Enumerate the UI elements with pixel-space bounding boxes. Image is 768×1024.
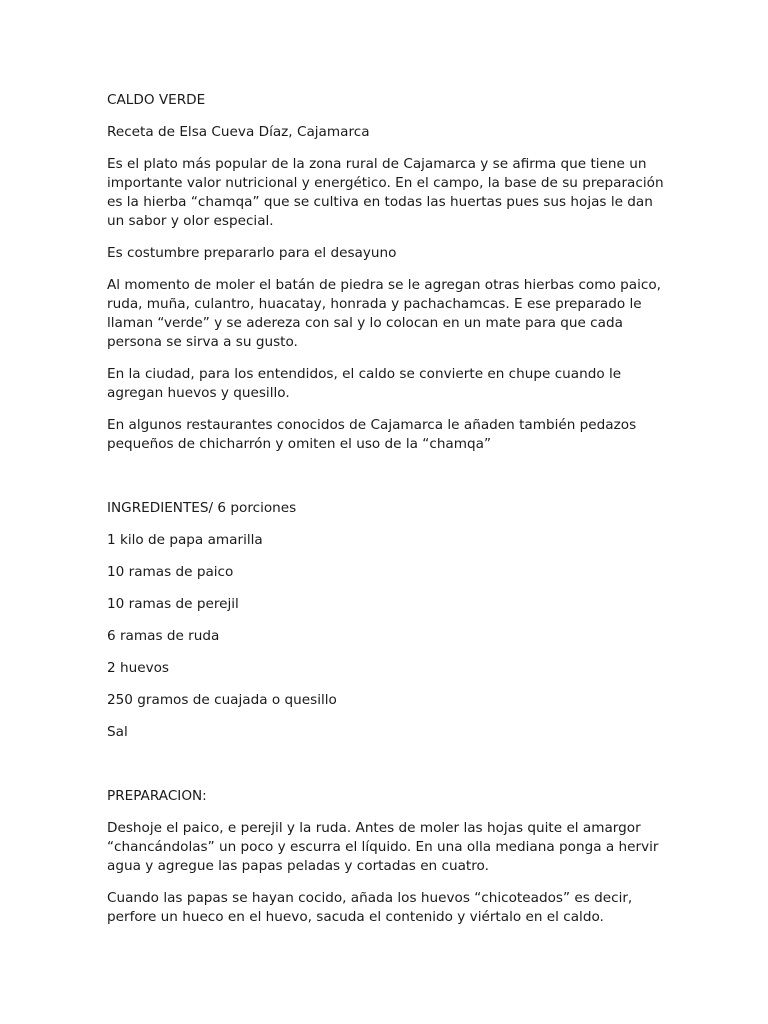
intro-paragraph: En la ciudad, para los entendidos, el caldo se convierte en chupe cuando le agregan huevos y quesillo.	[107, 366, 622, 401]
ingredient-item: 6 ramas de ruda	[107, 628, 220, 644]
recipe-title: CALDO VERDE	[107, 92, 206, 108]
preparation-paragraph: Cuando las papas se hayan cocido, añada los huevos “chicoteados” es decir, perfore un hueco en el huevo, sacuda el contenido y viértalo en el caldo.	[107, 890, 633, 925]
ingredient-item: 2 huevos	[107, 660, 170, 676]
ingredient-item: 10 ramas de paico	[107, 564, 234, 580]
ingredient-item: 10 ramas de perejil	[107, 596, 239, 612]
section-spacer	[107, 467, 667, 499]
document-body	[107, 91, 667, 940]
intro-paragraph: Es costumbre prepararlo para el desayuno	[107, 245, 397, 261]
preparation-heading: PREPARACION:	[107, 788, 207, 804]
intro-paragraph: En algunos restaurantes conocidos de Cajamarca le añaden también pedazos pequeños de chicharrón y omiten el uso de la “chamqa”	[107, 417, 637, 452]
section-spacer	[107, 755, 667, 787]
ingredients-heading: INGREDIENTES/ 6 porciones	[107, 500, 297, 516]
recipe-author: Receta de Elsa Cueva Díaz, Cajamarca	[107, 124, 370, 140]
intro-paragraph: Al momento de moler el batán de piedra se le agregan otras hierbas como paico, ruda, muña, culantro, huacatay, honrada y pachachamcas. E ese preparado le llaman “verde” y se adereza con sal y lo colocan en un mate para que cada persona se sirva a su gusto.	[107, 277, 661, 350]
preparation-paragraph: Deshoje el paico, e perejil y la ruda. Antes de moler las hojas quite el amargor “chancándolas” un poco y escurra el líquido. En una olla mediana ponga a hervir agua y agregue las papas peladas y cortadas en cuatro.	[107, 820, 659, 874]
ingredient-item: Sal	[107, 724, 128, 740]
intro-paragraph: Es el plato más popular de la zona rural de Cajamarca y se afirma que tiene un importante valor nutricional y energético. En el campo, la base de su preparación es la hierba “chamqa” que se cultiva en todas las huertas pues sus hojas le dan un sabor y olor especial.	[107, 156, 664, 229]
ingredient-item: 250 gramos de cuajada o quesillo	[107, 692, 337, 708]
ingredient-item: 1 kilo de papa amarilla	[107, 532, 263, 548]
